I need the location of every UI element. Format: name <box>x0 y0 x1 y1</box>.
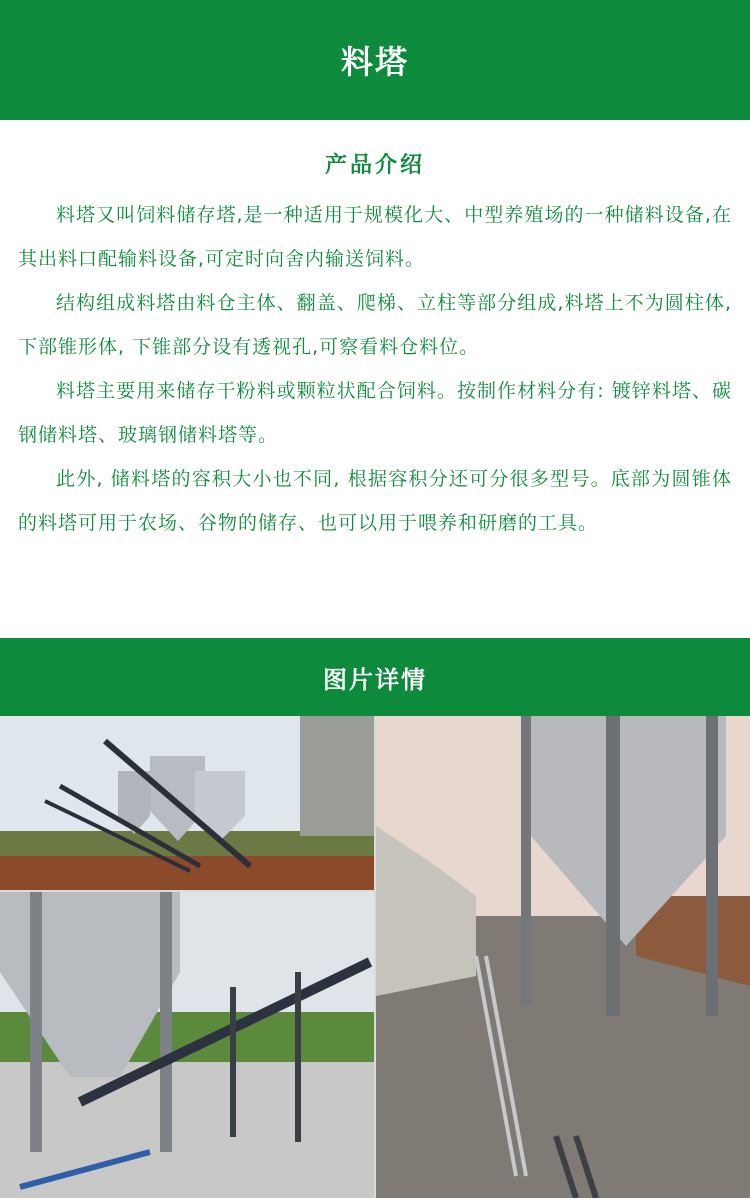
page-title: 料塔 <box>340 43 409 81</box>
details-banner <box>0 638 750 716</box>
silo-farm-photo <box>0 716 374 890</box>
header-banner <box>0 0 750 120</box>
intro-paragraph: 结构组成料塔由料仓主体、翻盖、爬梯、立柱等部分组成,料塔上不为圆柱体, 下部锥形体, 下锥部分设有透视孔,可察看料仓料位。 <box>18 292 732 358</box>
details-heading: 图片详情 <box>323 665 427 694</box>
photo-gallery <box>0 716 750 1198</box>
intro-paragraph: 此外, 储料塔的容积大小也不同, 根据容积分还可分很多型号。底部为圆锥体的料塔可用于农场、谷物的储存、也可以用于喂养和研磨的工具。 <box>18 468 732 534</box>
silo-row-photo <box>376 716 750 1198</box>
silo-auger-photo <box>0 892 374 1198</box>
intro-paragraph: 料塔又叫饲料储存塔,是一种适用于规模化大、中型养殖场的一种储料设备,在其出料口配输料设备,可定时向舍内输送饲料。 <box>18 204 732 270</box>
product-intro-section <box>0 120 750 638</box>
intro-paragraph: 料塔主要用来储存干粉料或颗粒状配合饲料。按制作材料分有: 镀锌料塔、碳钢储料塔、玻璃钢储料塔等。 <box>18 380 732 446</box>
intro-heading: 产品介绍 <box>324 153 425 178</box>
